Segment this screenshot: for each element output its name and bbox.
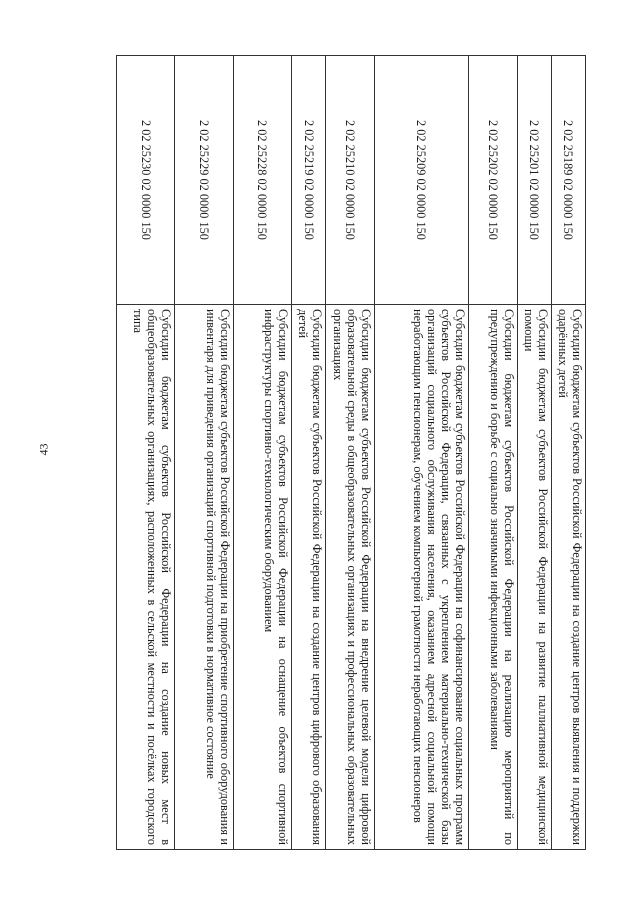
budget-codes-table <box>116 55 586 850</box>
table-row <box>374 56 469 850</box>
description-cell: Субсидии бюджетам субъектов Российской Федерации на создание новых мест в общеобразовательных организациях, расположенных в сельской местности и посёлках городского типа <box>117 305 175 850</box>
table-row <box>292 56 326 850</box>
code-cell: 2 02 25202 02 0000 150 <box>469 56 517 305</box>
table-row <box>551 56 585 850</box>
table-row <box>469 56 517 850</box>
table-row <box>175 56 233 850</box>
description-cell: Субсидии бюджетам субъектов Российской Федерации на развитие паллиативной медицинской помощи <box>517 305 551 850</box>
code-cell: 2 02 25228 02 0000 150 <box>233 56 291 305</box>
code-cell: 2 02 25210 02 0000 150 <box>326 56 374 305</box>
description-cell: Субсидии бюджетам субъектов Российской Федерации на приобретение спортивного оборудования и инвентаря для приведения организаций спортивной подготовки в нормативное состояние <box>175 305 233 850</box>
code-cell: 2 02 25230 02 0000 150 <box>117 56 175 305</box>
code-cell: 2 02 25229 02 0000 150 <box>175 56 233 305</box>
description-cell: Субсидии бюджетам субъектов Российской Федерации на софинансирование социальных программ субъектов Российской Федерации, связанных с укреплением материально-технической базы организаций социального обслуживания населения, оказанием адресной социальной помощи неработающим пенсионерам, обучением компьютерной грамотности неработающих пенсионеров <box>374 305 469 850</box>
code-cell: 2 02 25209 02 0000 150 <box>374 56 469 305</box>
rotated-table-container <box>116 55 586 850</box>
table-row <box>117 56 175 850</box>
table-row <box>517 56 551 850</box>
page-number: 43 <box>36 443 51 456</box>
code-cell: 2 02 25189 02 0000 150 <box>551 56 585 305</box>
description-cell: Субсидии бюджетам субъектов Российской Федерации на внедрение целевой модели цифровой образовательной среды в общеобразовательных организациях и профессиональных образовательных организациях <box>326 305 374 850</box>
table-row <box>233 56 291 850</box>
description-cell: Субсидии бюджетам субъектов Российской Федерации на оснащение объектов спортивной инфраструктуры спортивно-технологическим оборудованием <box>233 305 291 850</box>
table-row <box>326 56 374 850</box>
description-cell: Субсидии бюджетам субъектов Российской Федерации на создание центров цифрового образования детей <box>292 305 326 850</box>
code-cell: 2 02 25219 02 0000 150 <box>292 56 326 305</box>
code-cell: 2 02 25201 02 0000 150 <box>517 56 551 305</box>
description-cell: Субсидии бюджетам субъектов Российской Федерации на создание центров выявления и поддержки одарённых детей <box>551 305 585 850</box>
description-cell: Субсидии бюджетам субъектов Российской Федерации на реализацию мероприятий по предупреждению и борьбе с социально значимыми инфекционными заболеваниями <box>469 305 517 850</box>
